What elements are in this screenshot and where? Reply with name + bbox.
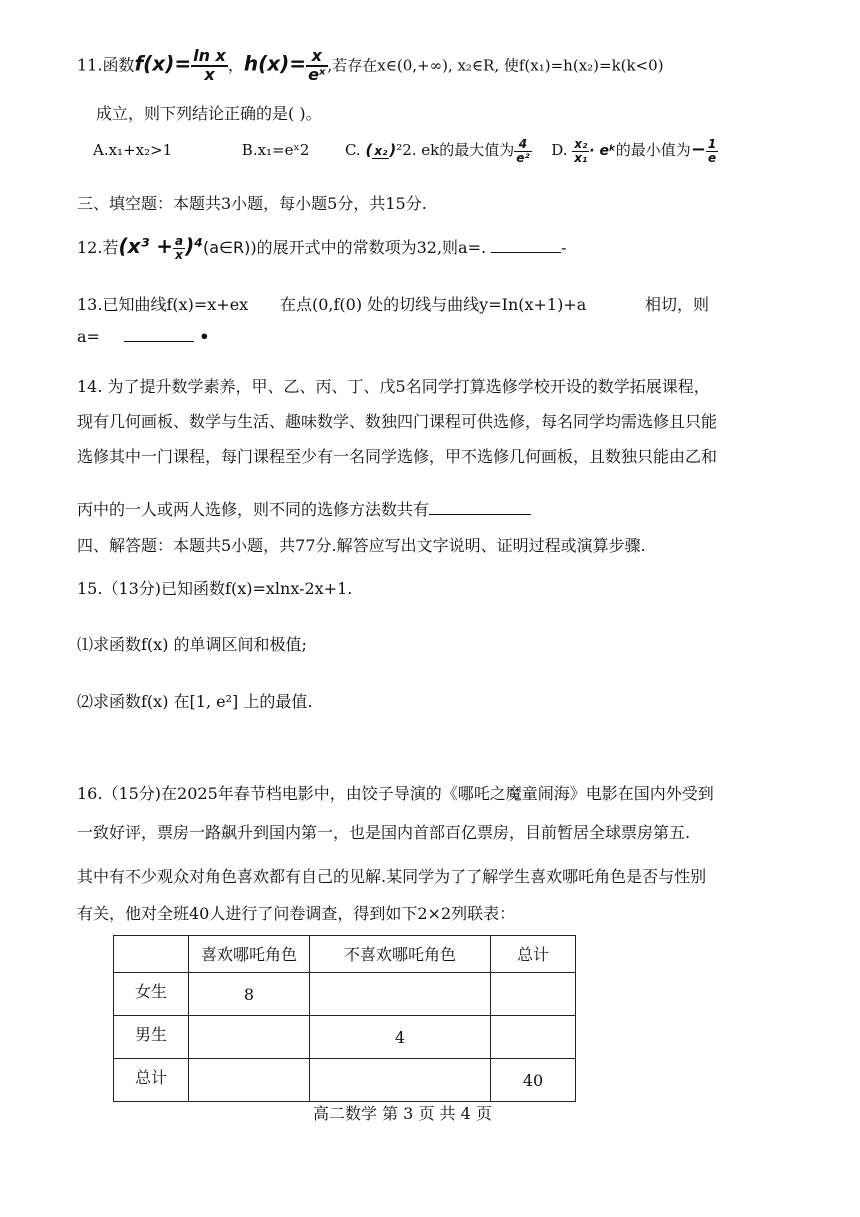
q12-expr-b: )⁴ — [185, 234, 203, 258]
q11-options — [93, 138, 718, 164]
q16-line2: 一致好评，票房一路飙升到国内第一，也是国内首部百亿票房，目前暂居全球票房第五. — [77, 823, 691, 842]
q12-line — [77, 234, 567, 262]
q11-condition: ,若存在x∈(0,+∞), x₂∈R, 使f(x₁)=h(x₂)=k(k<0) — [327, 56, 664, 75]
q11-option-c-fraction: ( x₂ ) — [365, 141, 397, 160]
q11-h-den: eˣ — [308, 64, 326, 84]
table-header-cell: 总计 — [491, 936, 576, 973]
q11-line1 — [77, 48, 664, 84]
page-footer: 高二数学 第 3 页 共 4 页 — [313, 1104, 492, 1123]
table-cell — [189, 1059, 310, 1102]
q11-option-d-text: 的最小值为 — [615, 141, 691, 160]
q11-option-d-sign: − — [690, 139, 706, 161]
table-header-cell: 喜欢哪吒角色 — [189, 936, 310, 973]
q11-h-fraction — [306, 48, 327, 84]
q13-answer-blank[interactable] — [124, 327, 194, 342]
q11-f-fraction — [191, 48, 228, 84]
q13-line2 — [77, 327, 209, 346]
q14-line1: 14. 为了提升数学素养，甲、乙、丙、丁、戊5名同学打算选修学校开设的数学拓展课程， — [77, 377, 710, 396]
q14-line2: 现有几何画板、数学与生活、趣味数学、数独四门课程可供选修，每名同学均需选修且只能 — [77, 412, 718, 431]
q15-line1: 15.（13分)已知函数f(x)=xlnx-2x+1. — [77, 579, 353, 598]
contingency-table — [113, 935, 576, 1102]
q11-option-d-mid: · eᵏ — [589, 143, 616, 160]
q16-line1: 16.（15分)在2025年春节档电影中，由饺子导演的《哪吒之魔童闹海》电影在国内外受到 — [77, 784, 714, 803]
table-cell — [491, 1016, 576, 1059]
q14-text: 丙中的一人或两人选修，则不同的选修方法数共有 — [77, 500, 430, 519]
q11-h-num: x — [306, 48, 327, 67]
q11-lead: 函数 — [102, 55, 135, 75]
q13-line1c: 相切，则 — [645, 295, 710, 314]
q11-h-def: h(x)= — [243, 51, 307, 76]
q12-number: 12.若 — [77, 238, 119, 257]
q14-answer-blank[interactable] — [429, 500, 531, 515]
q11-option-a: A.x₁+x₂>1 — [93, 141, 173, 160]
q15-part1: ⑴求函数f(x) 的单调区间和极值; — [77, 635, 307, 654]
table-header-cell — [114, 936, 189, 973]
q12-end: - — [561, 238, 567, 257]
q11-option-c-text: ²2. ek的最大值为 — [396, 141, 515, 160]
table-row — [114, 1016, 576, 1059]
q11-option-c-value: $\frac{4}{\text{e²}}$ — [516, 137, 530, 165]
table-cell — [310, 1059, 491, 1102]
table-row — [114, 973, 576, 1016]
q11-f-num: ln x — [193, 46, 226, 65]
q12-condition: (a∈R) — [203, 238, 251, 257]
table-cell — [491, 973, 576, 1016]
q13-dot: • — [199, 327, 210, 346]
q14-line3: 选修其中一门课程，每门课程至少有一名同学选修，甲不选修几何画板，且数独只能由乙和 — [77, 447, 718, 466]
q13-line1b: 在点(0,f(0) 处的切线与曲线y=In(x+1)+a — [280, 295, 587, 314]
section-4-heading: 四、解答题：本题共5小题，共77分.解答应写出文字说明、证明过程或演算步骤. — [77, 536, 646, 555]
q12-expr-a: (x³ + — [118, 234, 173, 258]
table-row — [114, 1059, 576, 1102]
q16-line4: 有关，他对全班40人进行了问卷调查，得到如下2×2列联表： — [77, 904, 516, 923]
table-cell: 女生 — [114, 973, 189, 1016]
table-cell: 男生 — [114, 1016, 189, 1059]
q12-text: )的展开式中的常数项为32,则a=. — [250, 238, 487, 257]
table-cell: 8 — [189, 973, 310, 1016]
table-cell: 总计 — [114, 1059, 189, 1102]
q11-option-c-label: C. — [344, 141, 361, 160]
q11-option-d-fraction: $\frac{\text{x₂}}{\text{x₁}}$ — [574, 137, 588, 165]
table-cell — [310, 973, 491, 1016]
q12-expr-fraction: $\frac{a}{x}$ — [174, 234, 184, 262]
q15-part2: ⑵求函数f(x) 在[1, e²] 上的最值. — [77, 692, 313, 711]
table-cell: 40 — [491, 1059, 576, 1102]
q11-sep: ， — [227, 55, 244, 75]
q11-f-den: x — [204, 64, 215, 84]
q11-option-d-value: $\frac{1}{e}$ — [707, 137, 717, 165]
table-cell: 4 — [310, 1016, 491, 1059]
q13-line1a: 13.已知曲线f(x)=x+ex — [77, 295, 249, 314]
q12-answer-blank[interactable] — [491, 238, 561, 253]
section-3-heading: 三、填空题：本题共3小题，每小题5分，共15分. — [77, 194, 427, 213]
q11-option-d-label: D. — [551, 141, 568, 160]
q11-option-b: B.x₁=eˣ2 — [241, 141, 310, 160]
q16-line3: 其中有不少观众对角色喜欢都有自己的见解.某同学为了了解学生喜欢哪吒角色是否与性别 — [77, 867, 707, 886]
q11-number: 11. — [77, 55, 103, 75]
q11-line2: 成立，则下列结论正确的是( )。 — [96, 104, 322, 123]
table-header-row — [114, 936, 576, 973]
q11-f-def: f(x)= — [134, 51, 192, 76]
table-cell — [189, 1016, 310, 1059]
table-header-cell: 不喜欢哪吒角色 — [310, 936, 491, 973]
q13-answer-label: a= — [77, 327, 100, 346]
q14-line4 — [77, 497, 531, 520]
